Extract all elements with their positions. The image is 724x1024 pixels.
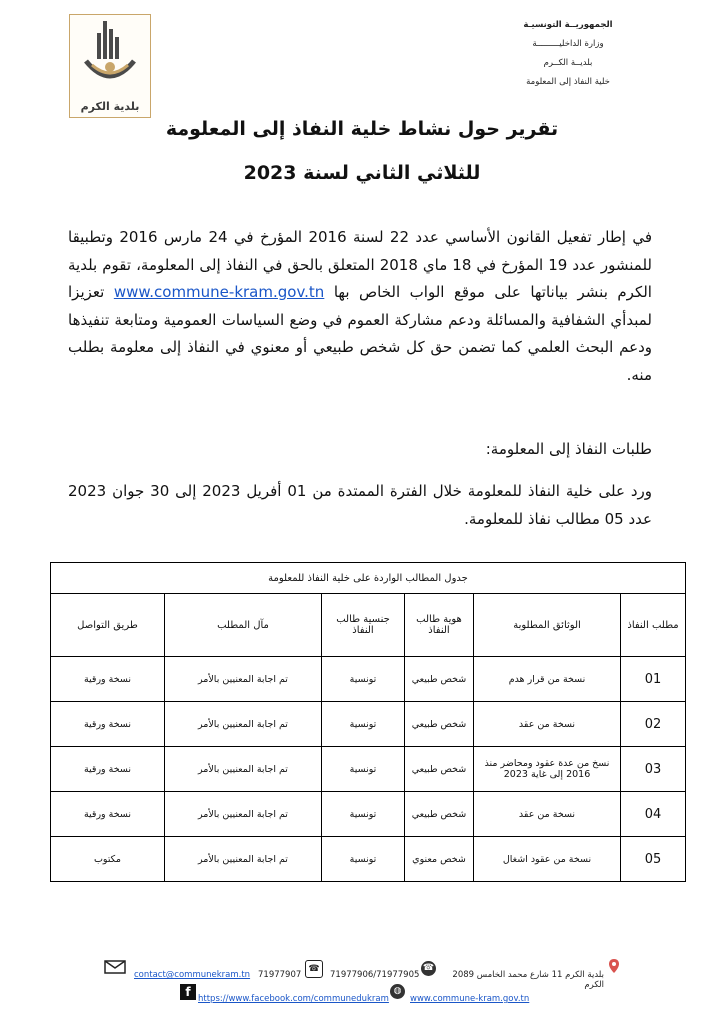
header-requester-nationality: جنسية طالب النفاذ bbox=[322, 594, 405, 657]
globe-icon: ◍ bbox=[390, 984, 405, 999]
communication-channel: مكتوب bbox=[51, 837, 165, 882]
requester-nationality: تونسية bbox=[322, 792, 405, 837]
phone-numbers: 71977906/71977905 bbox=[330, 970, 420, 980]
request-number: 04 bbox=[621, 792, 686, 837]
request-number: 05 bbox=[621, 837, 686, 882]
requester-identity: شخص معنوي bbox=[405, 837, 474, 882]
request-number: 01 bbox=[621, 657, 686, 702]
communication-channel: نسخة ورقية bbox=[51, 657, 165, 702]
email-link[interactable]: contact@communekram.tn bbox=[134, 970, 251, 980]
requester-identity: شخص طبيعي bbox=[405, 792, 474, 837]
logo-emblem-icon bbox=[70, 15, 150, 95]
requester-nationality: تونسية bbox=[322, 837, 405, 882]
header-requester-identity: هوية طالب النفاذ bbox=[405, 594, 474, 657]
header-requested-documents: الوثائق المطلوبة bbox=[474, 594, 621, 657]
phone-icon: ☎ bbox=[421, 961, 436, 976]
report-title: تقرير حول نشاط خلية النفاذ إلى المعلومة bbox=[165, 118, 559, 140]
requester-nationality: تونسية bbox=[322, 747, 405, 792]
header-line: بلديــة الكــرم bbox=[543, 58, 593, 68]
communication-channel: نسخة ورقية bbox=[51, 702, 165, 747]
requests-heading: طلبات النفاذ إلى المعلومة: bbox=[485, 440, 652, 458]
header-request-outcome: مآل المطلب bbox=[165, 594, 322, 657]
requested-documents: نسخة من عقد bbox=[474, 792, 621, 837]
municipality-logo bbox=[69, 14, 151, 118]
communication-channel: نسخة ورقية bbox=[51, 792, 165, 837]
communication-channel: نسخة ورقية bbox=[51, 747, 165, 792]
intro-paragraph bbox=[68, 224, 652, 389]
table-row bbox=[51, 657, 686, 702]
location-pin-icon bbox=[608, 958, 620, 977]
request-outcome: تم اجابة المعنيين بالأمر bbox=[165, 702, 322, 747]
table-row bbox=[51, 837, 686, 882]
table-row bbox=[51, 792, 686, 837]
requested-documents: نسخة من قرار هدم bbox=[474, 657, 621, 702]
requested-documents: نسخة من عقد bbox=[474, 702, 621, 747]
envelope-icon bbox=[104, 958, 126, 977]
request-number: 03 bbox=[621, 747, 686, 792]
fax-icon: ☎ bbox=[305, 960, 323, 978]
logo-caption: بلدية الكرم bbox=[80, 100, 140, 113]
website-footer-link[interactable]: www.commune-kram.gov.tn bbox=[410, 994, 530, 1004]
requester-identity: شخص طبيعي bbox=[405, 657, 474, 702]
request-outcome: تم اجابة المعنيين بالأمر bbox=[165, 747, 322, 792]
requests-table bbox=[50, 562, 686, 882]
intro-text: في إطار تفعيل القانون الأساسي عدد 22 لسنة 2016 المؤرخ في 24 مارس 2016 وتطبيقا للمنشور عدد 19 المؤرخ في 18 ماي 2018 المتعلق بالحق في النفاذ إلى المعلومة، تقوم بلدية الكرم بنشر بياناتها على موقع الواب الخاص بها bbox=[68, 228, 653, 301]
requester-identity: شخص طبيعي bbox=[405, 702, 474, 747]
header-line: خلية النفاذ إلى المعلومة bbox=[526, 77, 610, 87]
request-outcome: تم اجابة المعنيين بالأمر bbox=[165, 792, 322, 837]
header-line: وزارة الداخليـــــــــة bbox=[532, 39, 604, 49]
requested-documents: نسخة من عقود اشغال bbox=[474, 837, 621, 882]
website-link[interactable]: www.commune-kram.gov.tn bbox=[113, 283, 325, 301]
request-number: 02 bbox=[621, 702, 686, 747]
request-outcome: تم اجابة المعنيين بالأمر bbox=[165, 657, 322, 702]
report-subtitle: للثلاثي الثاني لسنة 2023 bbox=[243, 162, 481, 184]
requester-nationality: تونسية bbox=[322, 657, 405, 702]
requester-nationality: تونسية bbox=[322, 702, 405, 747]
facebook-icon: f bbox=[180, 984, 196, 1000]
requests-paragraph: ورد على خلية النفاذ للمعلومة خلال الفترة الممتدة من 01 أفريل 2023 إلى 30 جوان 2023 عدد 05 مطالب نفاذ للمعلومة. bbox=[68, 482, 653, 528]
requested-documents: نسخ من عدة عقود ومحاضر منذ 2016 إلى غاية 2023 bbox=[474, 747, 621, 792]
table-row bbox=[51, 702, 686, 747]
header-request-number: مطلب النفاذ bbox=[621, 594, 686, 657]
fax-number: 71977907 bbox=[258, 970, 302, 980]
table-caption: جدول المطالب الواردة على خلية النفاذ للمعلومة bbox=[51, 563, 686, 594]
intro-text-continued: تعزيزا لمبدأي الشفافية والمسائلة ودعم مشاركة العموم في وضع السياسات العمومية ومتابعة تنفيذها ودعم البحث العلمي كما تضمن حق كل شخص طبيعي أو معنوي في النفاذ إلى معلومة بطلب منه. bbox=[68, 283, 652, 384]
document-header bbox=[498, 16, 638, 92]
facebook-link[interactable]: https://www.facebook.com/communedukram bbox=[198, 994, 389, 1004]
header-line: الجمهوريــة التونسيـة bbox=[523, 20, 613, 30]
table-row bbox=[51, 747, 686, 792]
header-communication-channel: طريق التواصل bbox=[51, 594, 165, 657]
request-outcome: تم اجابة المعنيين بالأمر bbox=[165, 837, 322, 882]
address-text: بلدية الكرم 11 شارع محمد الخامس 2089 الكرم bbox=[452, 970, 604, 990]
requester-identity: شخص طبيعي bbox=[405, 747, 474, 792]
